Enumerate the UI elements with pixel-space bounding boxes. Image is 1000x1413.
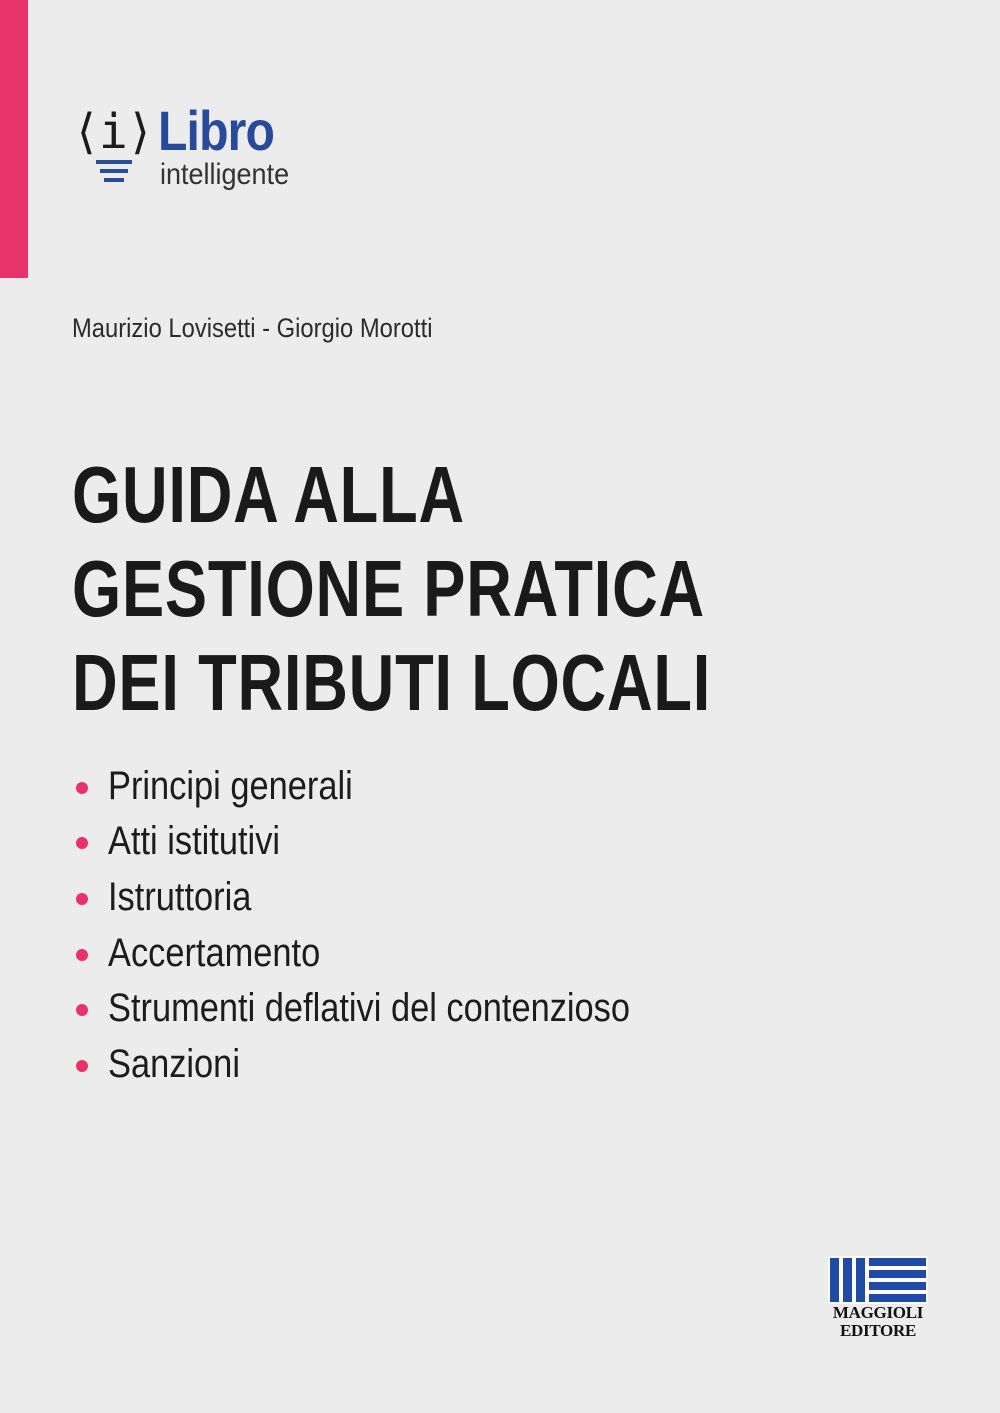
title-line: GUIDA ALLA xyxy=(72,450,465,539)
publisher-line1: MAGGIOLI xyxy=(832,1303,924,1322)
bullet-dot-icon xyxy=(76,837,88,849)
maggioli-logo-icon xyxy=(828,1256,928,1304)
logo-word: Libro xyxy=(158,99,275,162)
topic-text: Accertamento xyxy=(108,930,321,975)
title-line: GESTIONE PRATICA xyxy=(72,544,705,633)
list-item xyxy=(76,814,715,870)
bullet-dot-icon xyxy=(76,1060,88,1072)
publisher-name xyxy=(828,1304,928,1340)
list-item xyxy=(76,869,715,925)
topic-text: Sanzioni xyxy=(108,1041,240,1086)
bullet-dot-icon xyxy=(76,893,88,905)
book-title xyxy=(72,448,972,730)
title-line: DEI TRIBUTI LOCALI xyxy=(72,638,712,727)
bullet-dot-icon xyxy=(76,949,88,961)
list-item xyxy=(76,980,715,1036)
topic-text: Principi generali xyxy=(108,763,353,808)
bullet-dot-icon xyxy=(76,1004,88,1016)
publisher-line2: EDITORE xyxy=(839,1321,916,1340)
authors: Maurizio Lovisetti - Giorgio Morotti xyxy=(72,313,433,343)
logo-lines-icon xyxy=(96,160,132,187)
topics-list xyxy=(76,758,715,1092)
list-item xyxy=(76,925,715,981)
bullet-dot-icon xyxy=(76,782,88,794)
logo-subtitle: intelligente xyxy=(160,158,290,191)
publisher-logo xyxy=(828,1256,928,1346)
topic-text: Istruttoria xyxy=(108,874,252,919)
topic-text: Atti istitutivi xyxy=(108,819,281,864)
accent-bar xyxy=(0,0,28,278)
libro-intelligente-logo xyxy=(72,100,312,200)
list-item xyxy=(76,758,715,814)
list-item xyxy=(76,1036,715,1092)
topic-text: Strumenti deflativi del contenzioso xyxy=(108,986,631,1031)
book-logo-icon: ⟨i⟩ xyxy=(72,104,153,160)
